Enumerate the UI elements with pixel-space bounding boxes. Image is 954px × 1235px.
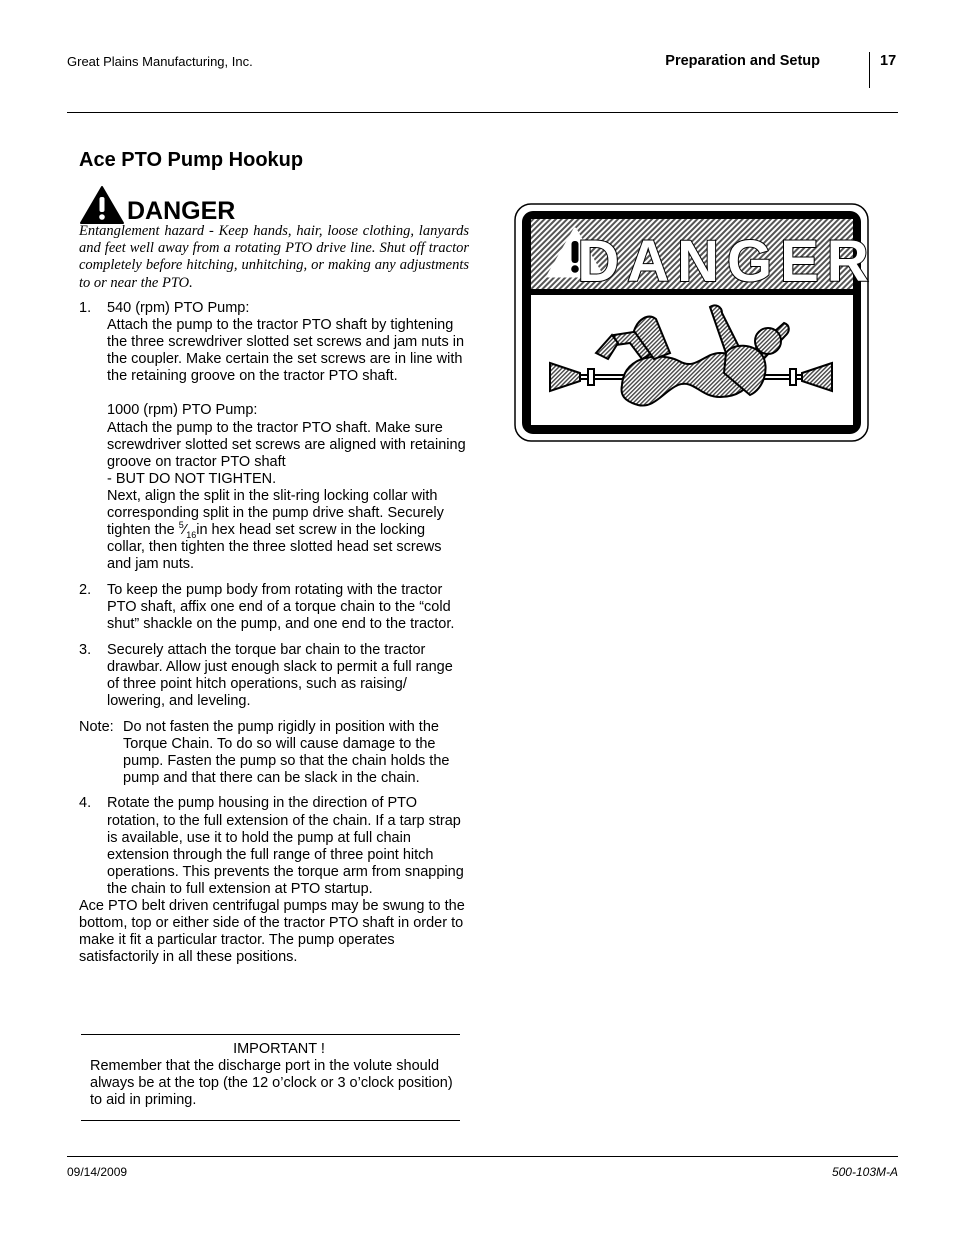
important-text: Remember that the discharge port in the volute should always be at the top (the 12 o’clock or 3 o’clock position) to aid in priming.	[90, 1058, 453, 1109]
fraction-denominator: 16	[186, 530, 197, 541]
step-1-text-1000-c: Next, align the split in the slit-ring locking collar with corresponding split in the pump drive shaft. Securely tighten the $^5⁄_{16}in$ hex head set screw in the locking collar, then tighten the three slotted head set screws and jam nuts.	[107, 487, 444, 573]
header-rule	[67, 112, 898, 113]
important-box	[90, 1041, 468, 1109]
closing-paragraph: Ace PTO belt driven centrifugal pumps may be swung to the bottom, top or either side of the tractor PTO shaft in order to make it fit a particular tractor. The pump operates satisfactorily in all these positions.	[79, 898, 465, 966]
fraction-numerator: 5	[178, 520, 184, 531]
step-2-text: To keep the pump body from rotating with the tractor PTO shaft, affix one end of a torque chain to the “cold shut” shackle on the pump, and one end to the tractor.	[107, 581, 455, 633]
footer-rule	[67, 1156, 898, 1157]
danger-safety-sign	[514, 203, 870, 448]
step-number: 3.	[79, 641, 92, 658]
step-1-text-1000-a: Attach the pump to the tractor PTO shaft. Make sure screwdriver slotted set screws are aligned with retaining groove on tractor PTO shaft	[107, 419, 466, 470]
warning-triangle-icon	[79, 185, 125, 225]
instructions	[79, 300, 467, 966]
header-divider	[869, 52, 870, 88]
note-label: Note:	[79, 718, 114, 735]
step-1-text-1000-b: - BUT DO NOT TIGHTEN.	[107, 470, 277, 487]
step-3-text: Securely attach the torque bar chain to the tractor drawbar. Allow just enough slack to permit a full range of three point hitch operations, such as raising/ lowering, and leveling.	[107, 641, 453, 709]
step-1-heading-540: 540 (rpm) PTO Pump:	[107, 300, 250, 316]
step-4	[79, 795, 467, 898]
danger-message: Entanglement hazard - Keep hands, hair, loose clothing, lanyards and feet well away from a rotating PTO drive line. Shut off tractor completely before hitching, unhitching, or making any adjustments to or near the PTO.	[79, 223, 469, 291]
step-3	[79, 642, 467, 710]
section-title: Ace PTO Pump Hookup	[79, 149, 304, 171]
step-1-text-540: Attach the pump to the tractor PTO shaft by tightening the three screwdriver slotted set screws and jam nuts in the coupler. Make certain the set screws are in line with the retaining groove on the tractor PTO shaft.	[107, 317, 465, 385]
sign-danger-label: DANGER	[577, 229, 870, 294]
step-1-text-1000-c1: Next, align the split in the slit-ring locking collar with corresponding split in the pump drive shaft. Securely tighten the	[107, 487, 444, 539]
step-number: 2.	[79, 581, 92, 598]
important-title: IMPORTANT !	[233, 1041, 325, 1057]
step-number: 1.	[79, 300, 92, 316]
footer-date: 09/14/2009	[67, 1165, 128, 1179]
note-text: Do not fasten the pump rigidly in position with the Torque Chain. To do so will cause damage to the pump. Fasten the pump so that the chain holds the pump and that there can be slack in the chain.	[123, 718, 450, 786]
step-1-text-1000-c2: in hex head set screw in the locking collar, then tighten the three slotted head set screws and jam nuts.	[107, 522, 442, 573]
step-2	[79, 582, 467, 633]
step-number: 4.	[79, 795, 92, 812]
footer-doc-number: 500-103M-A	[831, 1165, 898, 1179]
header-company: Great Plains Manufacturing, Inc.	[67, 54, 253, 69]
step-1	[79, 300, 467, 573]
important-top-rule	[81, 1034, 460, 1035]
header-section: Preparation and Setup	[665, 53, 820, 69]
danger-label: DANGER	[127, 197, 236, 225]
step-4-text: Rotate the pump housing in the direction of PTO rotation, to the full extension of the chain. If a tarp strap is available, use it to hold the pump at full chain extension through the full range of three point hitch operations. This prevents the torque arm from snapping the chain to full extension at PTO startup.	[107, 795, 464, 897]
page-number: 17	[880, 53, 897, 69]
important-bottom-rule	[81, 1120, 460, 1121]
note	[79, 719, 467, 787]
step-1-heading-1000: 1000 (rpm) PTO Pump:	[107, 402, 258, 419]
